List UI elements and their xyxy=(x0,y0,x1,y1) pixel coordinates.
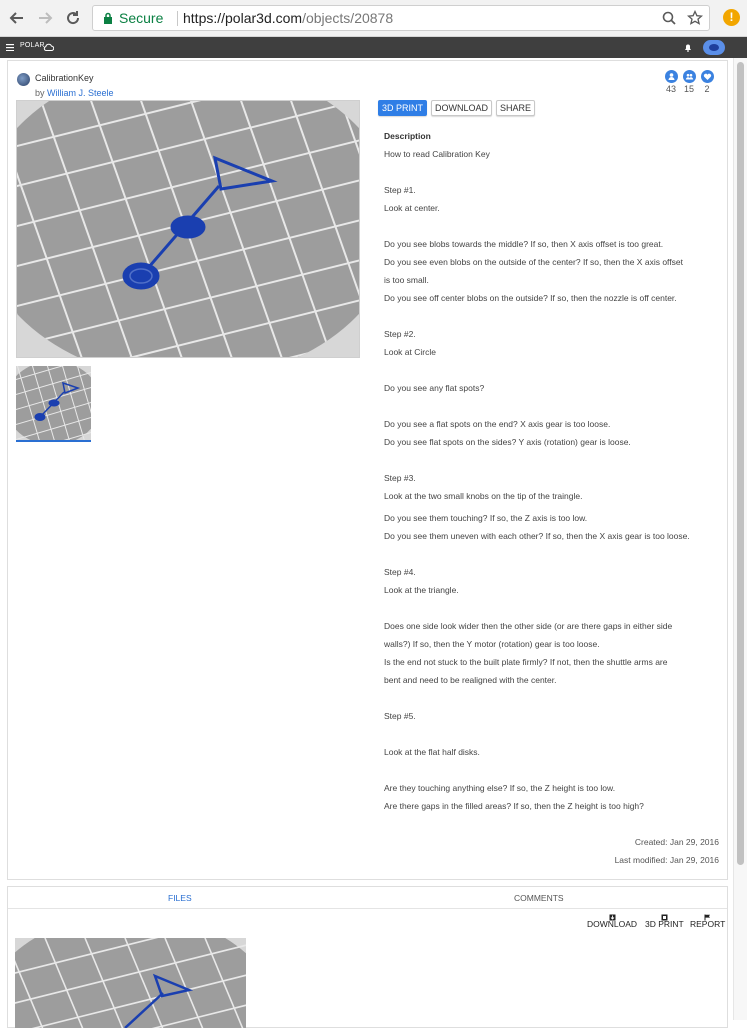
scrollbar-thumb[interactable] xyxy=(737,62,744,865)
object-byline xyxy=(35,88,114,98)
description-line: Step #2. xyxy=(384,329,416,339)
person-icon xyxy=(665,70,678,83)
description-line: is too small. xyxy=(384,275,429,285)
forward-arrow-icon xyxy=(37,10,53,26)
magnifier-icon xyxy=(661,10,677,26)
app-navbar xyxy=(0,37,747,58)
tab-files[interactable]: FILES xyxy=(168,893,192,903)
polar-logo[interactable]: POLAR xyxy=(20,42,45,49)
description-line: bent and need to be realigned with the center. xyxy=(384,675,557,685)
model-preview-image[interactable] xyxy=(16,100,360,358)
cloud-icon xyxy=(43,43,54,51)
file-download-label: DOWNLOAD xyxy=(587,919,638,929)
reload-button[interactable] xyxy=(62,7,84,29)
description-line: Do you see them uneven with each other? If so, then the X axis gear is too loose. xyxy=(384,531,690,541)
user-avatar[interactable] xyxy=(703,40,725,55)
files-comments-panel xyxy=(7,886,728,1028)
created-date: Created: Jan 29, 2016 xyxy=(634,837,719,847)
author-link[interactable]: William J. Steele xyxy=(47,88,114,98)
description-line: Step #4. xyxy=(384,567,416,577)
by-label: by xyxy=(35,88,45,98)
description-line: Do you see off center blobs on the outside? If so, then the nozzle is off center. xyxy=(384,293,677,303)
description-line: Do you see them touching? If so, the Z axis is too low. xyxy=(384,513,588,523)
description-line: Are they touching anything else? If so, the Z height is too low. xyxy=(384,783,616,793)
description-line: Look at center. xyxy=(384,203,440,213)
prints-count: 43 xyxy=(665,84,676,94)
description-line: Step #5. xyxy=(384,711,416,721)
heart-icon xyxy=(701,70,714,83)
prints-stat[interactable] xyxy=(662,70,680,94)
star-icon xyxy=(687,10,703,26)
thumbnail-render xyxy=(16,366,91,440)
back-button[interactable] xyxy=(6,7,28,29)
object-title: CalibrationKey xyxy=(35,73,94,83)
description-line: walls?) If so, then the Y motor (rotation) gear is too loose. xyxy=(384,639,600,649)
object-actions xyxy=(378,100,535,116)
description-line: Do you see blobs towards the middle? If so, then X axis offset is too great. xyxy=(384,239,664,249)
description-line: Do you see even blobs on the outside of the center? If so, then the X axis offset xyxy=(384,257,683,267)
groups-count: 15 xyxy=(683,84,694,94)
hamburger-menu-icon[interactable] xyxy=(6,44,14,51)
browser-toolbar xyxy=(0,0,747,37)
share-button[interactable]: SHARE xyxy=(496,100,535,116)
description-line: Do you see flat spots on the sides? Y axis (rotation) gear is loose. xyxy=(384,437,631,447)
description-line: Do you see a flat spots on the end? X axis gear is too loose. xyxy=(384,419,611,429)
url-text[interactable] xyxy=(183,10,393,26)
description-line: Step #1. xyxy=(384,185,416,195)
description-line: Look at the triangle. xyxy=(384,585,459,595)
description-line: Do you see any flat spots? xyxy=(384,383,485,393)
forward-button[interactable] xyxy=(34,7,56,29)
download-button[interactable]: DOWNLOAD xyxy=(431,100,492,116)
description-line: Look at the two small knobs on the tip of the traingle. xyxy=(384,491,583,501)
file-3d-print-label: 3D PRINT xyxy=(645,919,684,929)
tab-comments[interactable]: COMMENTS xyxy=(514,893,564,903)
zoom-button[interactable] xyxy=(661,10,679,28)
omnibox-divider xyxy=(177,11,178,26)
file-3d-print-button[interactable] xyxy=(645,914,684,929)
model-thumbnail[interactable] xyxy=(16,366,91,442)
extension-alert-icon[interactable]: ! xyxy=(723,9,740,26)
modified-date: Last modified: Jan 29, 2016 xyxy=(614,855,719,865)
description-line: Look at Circle xyxy=(384,347,436,357)
url-path: /objects/20878 xyxy=(302,10,394,26)
file-preview-render xyxy=(15,938,246,1028)
notification-bell-icon[interactable] xyxy=(684,43,692,52)
description-heading: Description xyxy=(384,131,431,141)
description-line: How to read Calibration Key xyxy=(384,149,490,159)
description-line: Look at the flat half disks. xyxy=(384,747,480,757)
likes-stat[interactable] xyxy=(698,70,716,94)
url-host: https://polar3d.com xyxy=(183,10,303,26)
file-download-button[interactable] xyxy=(587,914,637,929)
model-render xyxy=(17,101,359,357)
groups-stat[interactable] xyxy=(680,70,698,94)
avatar-image xyxy=(709,44,719,51)
description-line: Step #3. xyxy=(384,473,416,483)
author-avatar[interactable] xyxy=(17,73,30,86)
likes-count: 2 xyxy=(704,84,710,94)
file-preview-image[interactable] xyxy=(15,938,246,1028)
tabs-divider xyxy=(8,908,727,909)
secure-label: Secure xyxy=(119,10,164,26)
file-report-label: REPORT xyxy=(690,919,726,929)
description-line: Does one side look wider then the other side (or are there gaps in either side xyxy=(384,621,673,631)
description-line: Are there gaps in the filled areas? If so, then the Z height is too high? xyxy=(384,801,644,811)
object-card xyxy=(7,60,728,880)
file-report-button[interactable] xyxy=(690,914,725,929)
page-scrollbar[interactable] xyxy=(733,58,747,1020)
back-arrow-icon xyxy=(9,10,25,26)
address-bar[interactable] xyxy=(92,5,710,31)
3d-print-button[interactable]: 3D PRINT xyxy=(378,100,427,116)
description-line: Is the end not stuck to the built plate firmly? If not, then the shuttle arms are xyxy=(384,657,668,667)
lock-icon xyxy=(103,12,113,24)
bookmark-button[interactable] xyxy=(687,10,705,28)
reload-icon xyxy=(65,10,81,26)
group-icon xyxy=(683,70,696,83)
